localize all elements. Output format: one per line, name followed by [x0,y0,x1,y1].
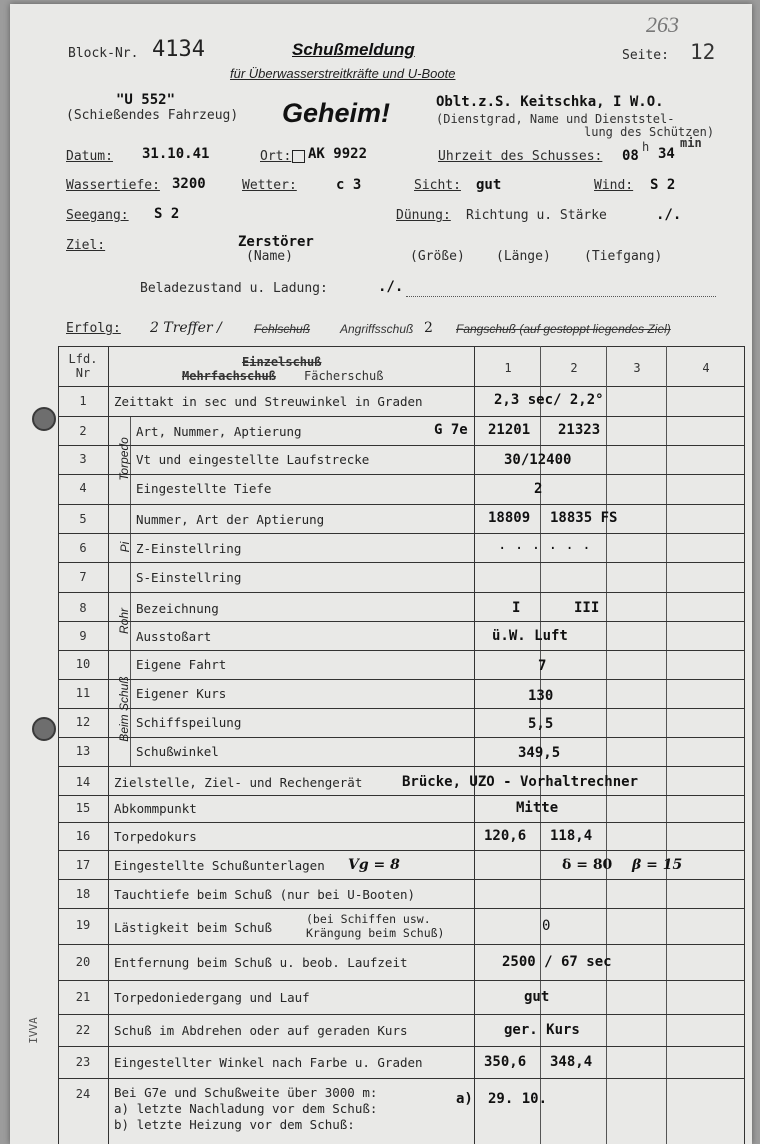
row-label: Eingestellter Winkel nach Farbe u. Graden [114,1055,423,1070]
pencil-archive-number: 263 [646,12,679,37]
row-number: 6 [79,541,87,555]
row-label: Art, Nummer, Aptierung [136,424,302,439]
row-label: Nummer, Art der Aptierung [136,512,325,527]
row-number: 8 [79,601,87,615]
row-number: 10 [75,657,91,671]
row-number: 21 [75,990,91,1004]
row-value-1: 120,6 [484,828,527,844]
row-label: Zeittakt in sec und Streuwinkel in Graden [114,394,423,409]
row-value: 0 [542,918,551,934]
row-value-2: 21323 [558,422,601,438]
row-value-delta: δ = 80 [562,857,613,873]
row-value: ger. Kurs [504,1022,580,1038]
row-label: S-Einstellring [136,570,242,585]
depth-label: Wassertiefe: [66,178,160,193]
header-single-shot: Einzelschuß [242,355,322,369]
row-label: Lästigkeit beim Schuß [114,920,273,935]
time-hour: 08 [622,148,639,164]
row-label: Eigener Kurs [136,686,227,701]
row-number: 14 [75,775,91,789]
target-size-label: (Größe) [410,249,465,264]
row-number: 12 [75,715,91,729]
result-attack-value: 2 [424,320,433,336]
block-label: Block-Nr. [68,46,139,61]
row-number: 3 [79,452,87,466]
header-nr-2: Nr [75,366,91,380]
officer-label-1: (Dienstgrad, Name und Dienststel- [436,112,675,126]
row-label-a: a) letzte Nachladung vor dem Schuß: [114,1101,378,1116]
row-number: 2 [79,424,87,438]
time-min-unit: min [680,136,702,150]
target-draught-label: (Tiefgang) [584,249,663,264]
wind-value: S 2 [650,177,676,193]
row-number: 20 [75,955,91,969]
swell-value: ./. [656,207,682,223]
row-value: . . . . . . [498,537,591,553]
row-value: Brücke, UZO - Vorhaltrechner [402,774,639,790]
row-value: 7 [538,658,547,674]
time-minute: 34 [658,146,675,162]
margin-note: IVVA [26,1017,40,1044]
weather-value: c 3 [336,177,362,193]
row-number: 4 [79,481,87,495]
row-value: gut [524,989,550,1005]
row-number: 7 [79,570,87,584]
row-value-2: III [574,600,600,616]
row-label: Schuß im Abdrehen oder auf geraden Kurs [114,1023,408,1038]
header-col-1: 1 [504,361,512,375]
header-fan-shot: Fächerschuß [304,369,384,383]
row-value-2: 348,4 [550,1054,593,1070]
date-value: 31.10.41 [142,146,210,162]
square-icon [292,150,305,163]
group-beim-schuss: Beim Schuß [117,676,131,742]
row-value: 30/12400 [504,452,572,468]
result-miss: Fehlschuß [254,322,311,336]
row-label: Torpedokurs [114,829,197,844]
page-label: Seite: [622,48,669,63]
row-label: Entfernung beim Schuß u. beob. Laufzeit [114,955,408,970]
row-prefix: G 7e [434,422,468,438]
row-value: Mitte [516,800,559,816]
header-nr: Lfd. [68,352,98,366]
row-value: ü.W. Luft [492,628,568,644]
row-value-1: 21201 [488,422,531,438]
row-label: Eingestellte Schußunterlagen [114,858,325,873]
vessel-label: (Schießendes Fahrzeug) [66,108,239,123]
row-number: 17 [75,858,91,872]
cargo-label: Beladezustand u. Ladung: [140,281,328,296]
target-name-label: (Name) [246,249,293,264]
row-value-2: 18835 FS [550,510,618,526]
row-value-1: 350,6 [484,1054,527,1070]
row-value-vg: Vg = 8 [348,857,400,873]
row-label: Z-Einstellring [136,541,242,556]
row-value: 2 [534,481,543,497]
row-label: Tauchtiefe beim Schuß (nur bei U-Booten) [114,887,416,902]
row-number: 15 [75,801,91,815]
sea-value: S 2 [154,206,180,222]
punch-hole-top [32,407,56,431]
row-value: 29. 10. [488,1091,548,1107]
sea-label: Seegang: [66,208,129,223]
row-label: Schußwinkel [136,744,219,759]
row-value: 5,5 [528,716,554,732]
header-col-4: 4 [702,361,710,375]
row-note-1: (bei Schiffen usw. [306,912,431,926]
group-rohr: Rohr [117,608,131,635]
row-label: Zielstelle, Ziel- und Rechengerät [114,775,363,790]
row-value-1: 18809 [488,510,531,526]
time-label: Uhrzeit des Schusses: [438,149,603,164]
row-value-1: I [512,600,521,616]
row-note-2: Krängung beim Schuß) [306,926,445,940]
row-number: 16 [75,829,91,843]
row-value: 2500 / 67 sec [502,954,612,970]
row-value: 2,3 sec/ 2,2° [494,392,604,408]
target-label: Ziel: [66,238,106,253]
row-number: 1 [79,394,87,408]
date-label: Datum: [66,149,113,164]
row-value: 349,5 [518,745,561,761]
cargo-value: ./. [378,279,404,295]
row-number: 9 [79,629,87,643]
form-subtitle: für Überwasserstreitkräfte und U-Boote [230,66,456,81]
row-label-b: b) letzte Heizung vor dem Schuß: [114,1117,355,1132]
result-catch: Fangschuß (auf gestoppt liegendes Ziel) [456,322,671,336]
row-label: Abkommpunkt [114,801,197,816]
result-attack-label: Angriffsschuß [340,322,414,336]
row-label: Ausstoßart [136,629,212,644]
block-number: 4134 [152,37,205,62]
punch-hole-bottom [32,717,56,741]
cargo-line [406,296,716,297]
row-number: 11 [75,686,91,700]
row-marker-a: a) [456,1091,473,1107]
group-torpedo: Torpedo [117,437,131,481]
officer-label-2: lung des Schützen) [584,125,715,139]
row-number: 5 [79,512,87,526]
row-label: Torpedoniedergang und Lauf [114,990,310,1005]
row-label: Eingestellte Tiefe [136,481,272,496]
officer-value: Oblt.z.S. Keitschka, I W.O. [436,94,664,110]
place-value: AK 9922 [308,146,368,162]
classification-stamp: Geheim! [282,98,391,128]
row-number: 13 [75,744,91,758]
row-number: 24 [75,1087,91,1101]
result-hits: 2 Treffer / [150,320,222,336]
target-value: Zerstörer [238,234,314,250]
row-label: Vt und eingestellte Laufstrecke [136,452,370,467]
row-number: 23 [75,1055,91,1069]
target-length-label: (Länge) [496,249,551,264]
row-value-2: 118,4 [550,828,593,844]
visibility-value: gut [476,177,502,193]
row-label: Bezeichnung [136,601,219,616]
header-col-2: 2 [570,361,578,375]
result-label: Erfolg: [66,321,121,336]
weather-label: Wetter: [242,178,297,193]
row-number: 18 [75,887,91,901]
form-title: Schußmeldung [292,40,415,59]
header-multi-shot: Mehrfachschuß [182,369,276,383]
row-label: Schiffspeilung [136,715,242,730]
report-sheet [10,4,752,1144]
place-label: Ort: [260,149,292,164]
swell-sub-label: Richtung u. Stärke [466,208,607,223]
depth-value: 3200 [172,176,206,192]
group-pi: Pi [118,541,132,553]
row-number: 19 [75,918,91,932]
wind-label: Wind: [594,178,634,193]
header-col-3: 3 [633,361,641,375]
row-number: 22 [75,1023,91,1037]
row-label: Eigene Fahrt [136,657,227,672]
visibility-label: Sicht: [414,178,461,193]
page-number: 12 [690,40,716,64]
vessel-value: "U 552" [116,92,176,108]
row-value: 130 [528,688,554,704]
time-h: h [642,140,650,154]
row-value-beta: β = 15 [632,857,683,873]
swell-label: Dünung: [396,208,451,223]
row-label: Bei G7e und Schußweite über 3000 m: [114,1085,378,1100]
